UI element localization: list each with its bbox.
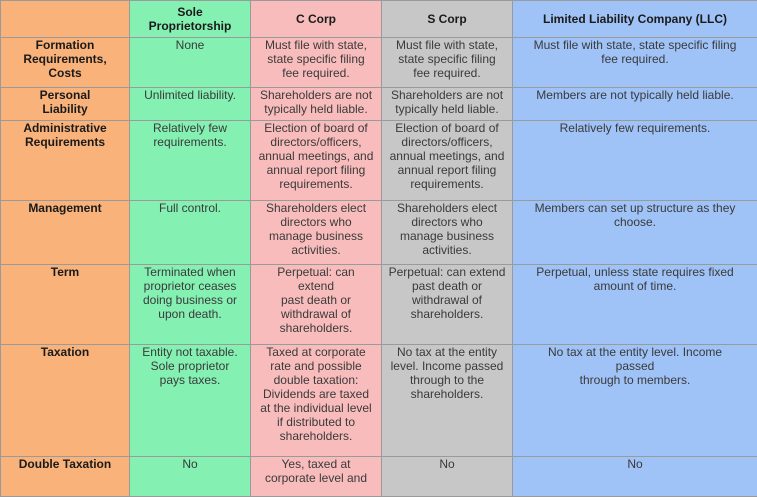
cell-ccorp-double-taxation: Yes, taxed at corporate level and bbox=[251, 457, 382, 497]
cell-llc-management: Members can set up structure as they choose. bbox=[513, 201, 757, 265]
cell-scorp-double-taxation: No bbox=[382, 457, 513, 497]
cell-ccorp-administrative: Election of board of directors/officers, annual meetings, and annual report filing requirements. bbox=[251, 121, 382, 201]
cell-scorp-administrative: Election of board of directors/officers, annual meetings, and annual report filing requirements. bbox=[382, 121, 513, 201]
header-s-corp: S Corp bbox=[382, 1, 513, 38]
cell-sole-term: Terminated when proprietor ceases doing business or upon death. bbox=[130, 265, 251, 345]
cell-scorp-term: Perpetual: can extend past death or withdrawal of shareholders. bbox=[382, 265, 513, 345]
cell-sole-formation: None bbox=[130, 38, 251, 88]
row-management bbox=[1, 201, 757, 265]
cell-ccorp-management: Shareholders elect directors who manage business activities. bbox=[251, 201, 382, 265]
header-row bbox=[1, 1, 757, 38]
cell-sole-double-taxation: No bbox=[130, 457, 251, 497]
cell-llc-double-taxation: No bbox=[513, 457, 757, 497]
cell-scorp-formation: Must file with state, state specific filing fee required. bbox=[382, 38, 513, 88]
cell-sole-management: Full control. bbox=[130, 201, 251, 265]
row-label-taxation: Taxation bbox=[1, 345, 130, 457]
cell-llc-administrative: Relatively few requirements. bbox=[513, 121, 757, 201]
cell-sole-personal-liability: Unlimited liability. bbox=[130, 88, 251, 121]
cell-ccorp-taxation: Taxed at corporate rate and possible double taxation: Dividends are taxed at the individual level if distributed to shareholders. bbox=[251, 345, 382, 457]
cell-ccorp-formation: Must file with state, state specific filing fee required. bbox=[251, 38, 382, 88]
cell-llc-taxation: No tax at the entity level. Income passed through to members. bbox=[513, 345, 757, 457]
row-taxation bbox=[1, 345, 757, 457]
header-corner bbox=[1, 1, 130, 38]
row-personal-liability bbox=[1, 88, 757, 121]
row-administrative bbox=[1, 121, 757, 201]
header-llc: Limited Liability Company (LLC) bbox=[513, 1, 757, 38]
row-formation bbox=[1, 38, 757, 88]
row-label-double-taxation: Double Taxation bbox=[1, 457, 130, 497]
cell-scorp-taxation: No tax at the entity level. Income passed through to the shareholders. bbox=[382, 345, 513, 457]
row-term bbox=[1, 265, 757, 345]
cell-llc-term: Perpetual, unless state requires fixed amount of time. bbox=[513, 265, 757, 345]
row-label-formation: Formation Requirements, Costs bbox=[1, 38, 130, 88]
row-label-management: Management bbox=[1, 201, 130, 265]
cell-llc-personal-liability: Members are not typically held liable. bbox=[513, 88, 757, 121]
cell-sole-administrative: Relatively few requirements. bbox=[130, 121, 251, 201]
cell-sole-taxation: Entity not taxable. Sole proprietor pays taxes. bbox=[130, 345, 251, 457]
cell-scorp-personal-liability: Shareholders are not typically held liable. bbox=[382, 88, 513, 121]
header-c-corp: C Corp bbox=[251, 1, 382, 38]
cell-llc-formation: Must file with state, state specific filing fee required. bbox=[513, 38, 757, 88]
row-double-taxation bbox=[1, 457, 757, 497]
cell-ccorp-term: Perpetual: can extend past death or withdrawal of shareholders. bbox=[251, 265, 382, 345]
row-label-personal-liability: Personal Liability bbox=[1, 88, 130, 121]
cell-scorp-management: Shareholders elect directors who manage business activities. bbox=[382, 201, 513, 265]
row-label-administrative: Administrative Requirements bbox=[1, 121, 130, 201]
header-sole-proprietorship: Sole Proprietorship bbox=[130, 1, 251, 38]
row-label-term: Term bbox=[1, 265, 130, 345]
cell-ccorp-personal-liability: Shareholders are not typically held liable. bbox=[251, 88, 382, 121]
